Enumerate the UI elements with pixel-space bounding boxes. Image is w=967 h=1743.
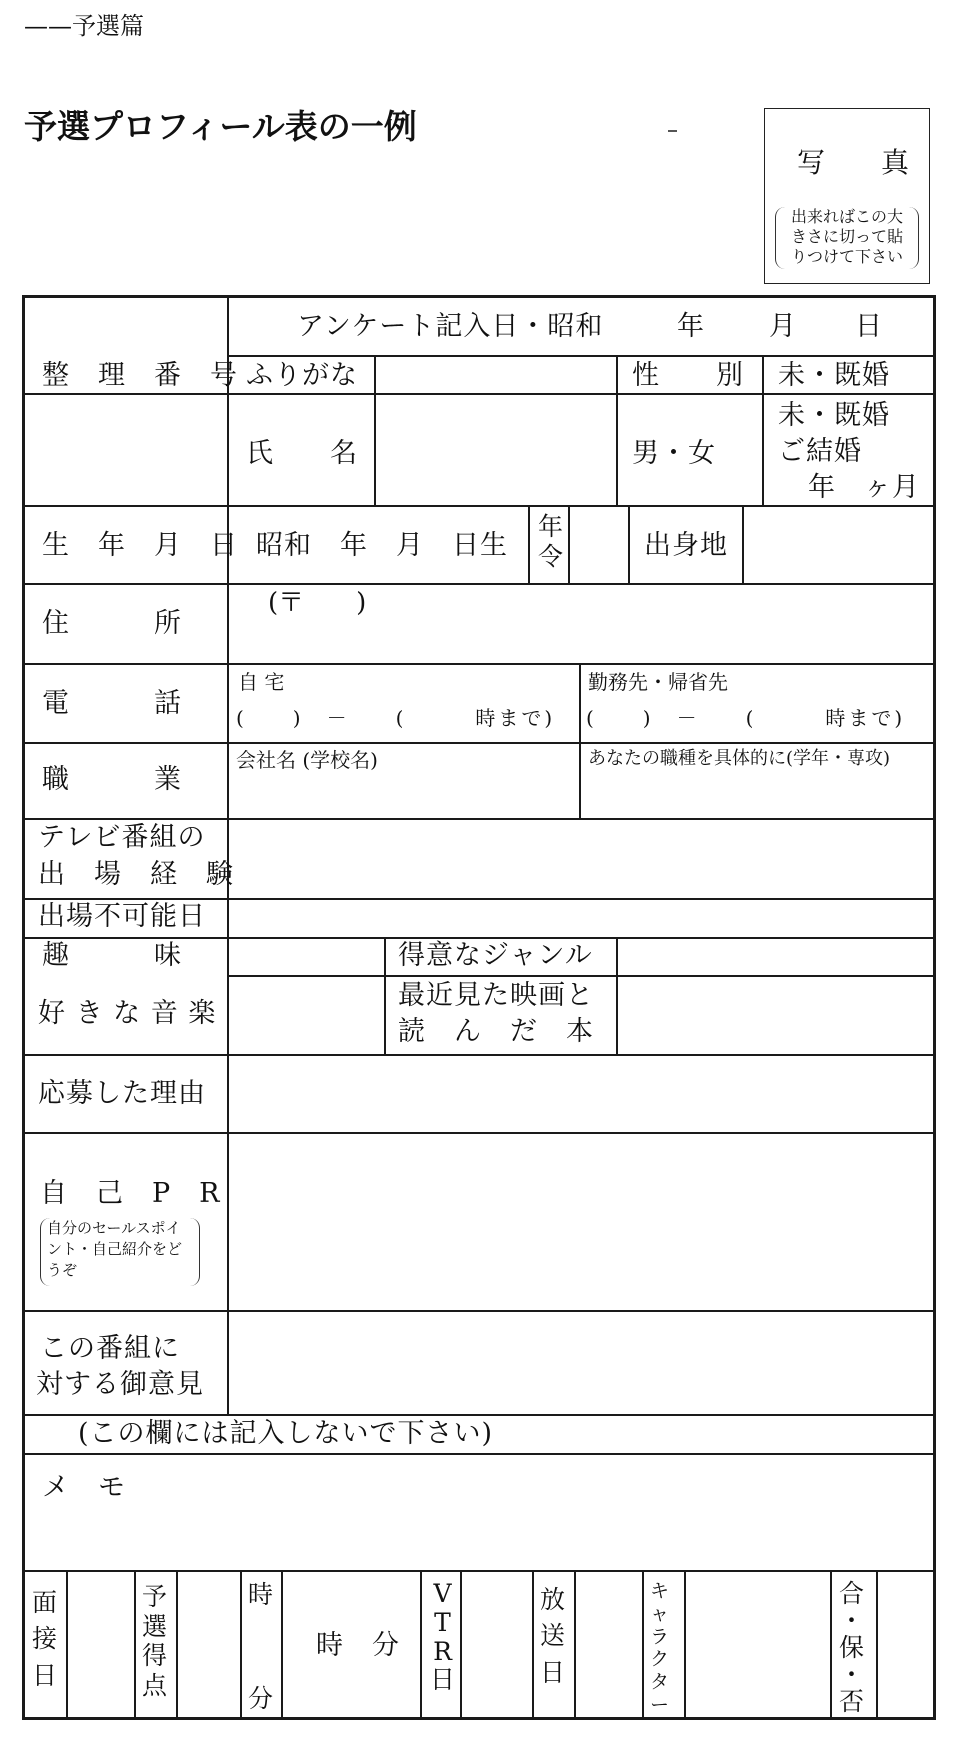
self-pr-note-line: うぞ bbox=[47, 1261, 78, 1279]
rule bbox=[616, 355, 618, 505]
vtr-day-label bbox=[430, 1580, 455, 1695]
name-label: 氏 名 bbox=[246, 438, 358, 469]
opinion-label-2: 対する御意見 bbox=[36, 1369, 204, 1400]
work-phone-label: 勤務先・帰省先 bbox=[588, 670, 728, 694]
self-pr-note-line: ント・自己紹介をど bbox=[47, 1240, 183, 1258]
rule bbox=[384, 937, 386, 1054]
time-label-hour: 時 bbox=[248, 1580, 274, 1609]
married-since: 年 ヶ月 bbox=[808, 472, 920, 503]
music-label: 好 き な 音 楽 bbox=[38, 998, 217, 1029]
home-phone-label: 自 宅 bbox=[238, 670, 285, 694]
rule bbox=[568, 505, 570, 583]
birthplace-label: 出身地 bbox=[644, 530, 728, 561]
name-field[interactable] bbox=[377, 397, 615, 503]
rule bbox=[22, 1310, 936, 1312]
rule bbox=[22, 393, 936, 395]
recent-label: 最近見た映画と bbox=[398, 980, 594, 1011]
occupation-label: 職 業 bbox=[42, 764, 182, 795]
rule bbox=[830, 1570, 832, 1720]
tv-experience-label-2: 出 場 経 験 bbox=[38, 859, 234, 890]
character-label bbox=[650, 1580, 669, 1717]
phone-label: 電 話 bbox=[42, 688, 182, 719]
sex-label: 性 別 bbox=[632, 360, 744, 391]
bottom-char: ー bbox=[650, 1693, 670, 1716]
recent-label-2: 読 ん だ 本 bbox=[398, 1016, 594, 1047]
bottom-char: 合 bbox=[839, 1579, 865, 1608]
birthdate-value[interactable]: 昭和 年 月 日生 bbox=[256, 530, 508, 561]
photo-note-line: きさに切って貼 bbox=[790, 227, 903, 246]
photo-box bbox=[764, 108, 930, 284]
bottom-char: ・ bbox=[839, 1606, 865, 1635]
genre-label: 得意なジャンル bbox=[398, 940, 593, 971]
bottom-char: 点 bbox=[142, 1670, 168, 1700]
bottom-char: 予 bbox=[142, 1582, 168, 1611]
postal-mark: (〒 ) bbox=[268, 588, 367, 618]
rule bbox=[227, 975, 936, 977]
self-pr-label: 自 己 P R bbox=[40, 1178, 221, 1209]
rule bbox=[616, 937, 618, 1054]
rule bbox=[22, 818, 936, 820]
rule bbox=[66, 1570, 68, 1720]
rule bbox=[876, 1570, 878, 1720]
photo-note-line: 出来ればこの大 bbox=[790, 207, 903, 226]
bottom-char: 日 bbox=[430, 1665, 456, 1695]
bottom-char: ク bbox=[650, 1648, 670, 1671]
bottom-char: R bbox=[433, 1636, 452, 1666]
photo-label: 写 真 bbox=[797, 146, 910, 179]
rule bbox=[227, 355, 936, 357]
ref-number-label: 整 理 番 号 bbox=[42, 360, 238, 391]
rule bbox=[574, 1570, 576, 1720]
opinion-label: この番組に bbox=[40, 1333, 180, 1364]
rule bbox=[22, 505, 936, 507]
rule bbox=[281, 1570, 283, 1720]
rule bbox=[628, 505, 630, 583]
rule bbox=[742, 505, 744, 583]
bottom-char: 面 bbox=[32, 1588, 58, 1617]
bottom-char: 日 bbox=[32, 1660, 58, 1690]
rule bbox=[22, 937, 936, 939]
rule bbox=[134, 1570, 136, 1720]
bottom-char: 日 bbox=[540, 1657, 566, 1687]
broadcast-day-label bbox=[540, 1582, 565, 1691]
bottom-char: 接 bbox=[32, 1624, 58, 1654]
rule bbox=[22, 583, 936, 585]
bottom-char: 放 bbox=[540, 1585, 566, 1614]
time-label-minute: 分 bbox=[248, 1684, 274, 1713]
reason-label: 応募した理由 bbox=[38, 1078, 206, 1109]
photo-note-line: りつけて下さい bbox=[790, 247, 903, 266]
bottom-char: 選 bbox=[142, 1611, 168, 1641]
interview-day-label bbox=[32, 1585, 57, 1694]
self-pr-note-line: 自分のセールスポイ bbox=[47, 1219, 181, 1237]
birthdate-label: 生 年 月 日 bbox=[42, 530, 238, 561]
rule bbox=[22, 1453, 936, 1455]
job-detail-label: あなたの職種を具体的に(学年・専攻) bbox=[588, 748, 891, 769]
section-label: ——予選篇 bbox=[24, 12, 144, 40]
survey-date-month: 月 bbox=[769, 311, 797, 342]
bottom-char: T bbox=[434, 1607, 451, 1637]
rule bbox=[22, 1132, 936, 1134]
survey-date-day: 日 bbox=[855, 311, 883, 342]
bottom-char: タ bbox=[650, 1671, 670, 1694]
rule bbox=[579, 663, 581, 818]
bottom-char: ラ bbox=[650, 1625, 670, 1648]
rule bbox=[420, 1570, 422, 1720]
memo-label: メ モ bbox=[42, 1472, 126, 1503]
age-label-char: 年 bbox=[538, 512, 564, 541]
tv-experience-label: テレビ番組の bbox=[38, 822, 206, 853]
home-phone-format[interactable]: ( ) － ( 時まで) bbox=[236, 706, 556, 730]
rule bbox=[532, 1570, 534, 1720]
rule bbox=[22, 742, 936, 744]
bottom-char: 送 bbox=[540, 1621, 566, 1651]
marital-value[interactable]: 未・既婚 bbox=[778, 400, 890, 431]
marital-label: 未・既婚 bbox=[778, 360, 890, 391]
company-label: 会社名 (学校名) bbox=[236, 748, 378, 772]
bottom-char: 得 bbox=[142, 1641, 168, 1670]
verdict-label bbox=[839, 1580, 864, 1715]
address-label: 住 所 bbox=[42, 608, 182, 639]
prelim-score-label bbox=[142, 1582, 167, 1700]
survey-date-label: アンケート記入日・昭和 bbox=[297, 311, 604, 342]
photo-note bbox=[775, 207, 919, 269]
age-label bbox=[538, 512, 563, 571]
bottom-char: V bbox=[433, 1579, 452, 1608]
bottom-char: 否 bbox=[839, 1687, 865, 1716]
married-label: ご結婚 bbox=[778, 436, 862, 467]
rule bbox=[240, 1570, 242, 1720]
unavailable-label: 出場不可能日 bbox=[38, 901, 206, 932]
rule bbox=[22, 1054, 936, 1056]
rule bbox=[22, 663, 936, 665]
rule bbox=[684, 1570, 686, 1720]
rule bbox=[374, 355, 376, 505]
furigana-field[interactable] bbox=[377, 358, 615, 392]
work-phone-format[interactable]: ( ) － ( 時まで) bbox=[586, 706, 906, 730]
hobby-label: 趣 味 bbox=[42, 940, 182, 971]
furigana-label: ふりがな bbox=[246, 360, 358, 391]
bottom-char: キ bbox=[650, 1580, 670, 1602]
bottom-char: ・ bbox=[839, 1660, 865, 1689]
stray-mark bbox=[668, 130, 677, 132]
age-label-char: 令 bbox=[538, 541, 564, 571]
bottom-char: 保 bbox=[839, 1633, 865, 1662]
office-only-note: (この欄には記入しないで下さい) bbox=[78, 1418, 494, 1449]
rule bbox=[460, 1570, 462, 1720]
rule bbox=[176, 1570, 178, 1720]
rule bbox=[22, 1570, 936, 1572]
rule bbox=[22, 898, 936, 900]
self-pr-note bbox=[40, 1218, 200, 1286]
bottom-char: ャ bbox=[650, 1602, 670, 1625]
rule bbox=[528, 505, 530, 583]
rule bbox=[762, 355, 764, 505]
sex-value[interactable]: 男・女 bbox=[632, 438, 716, 469]
survey-date-year: 年 bbox=[677, 311, 705, 342]
rule bbox=[22, 1414, 936, 1416]
page-title: 予選プロフィール表の一例 bbox=[24, 107, 417, 146]
rule bbox=[227, 295, 229, 1414]
time-value: 時 分 bbox=[316, 1630, 400, 1661]
rule bbox=[642, 1570, 644, 1720]
